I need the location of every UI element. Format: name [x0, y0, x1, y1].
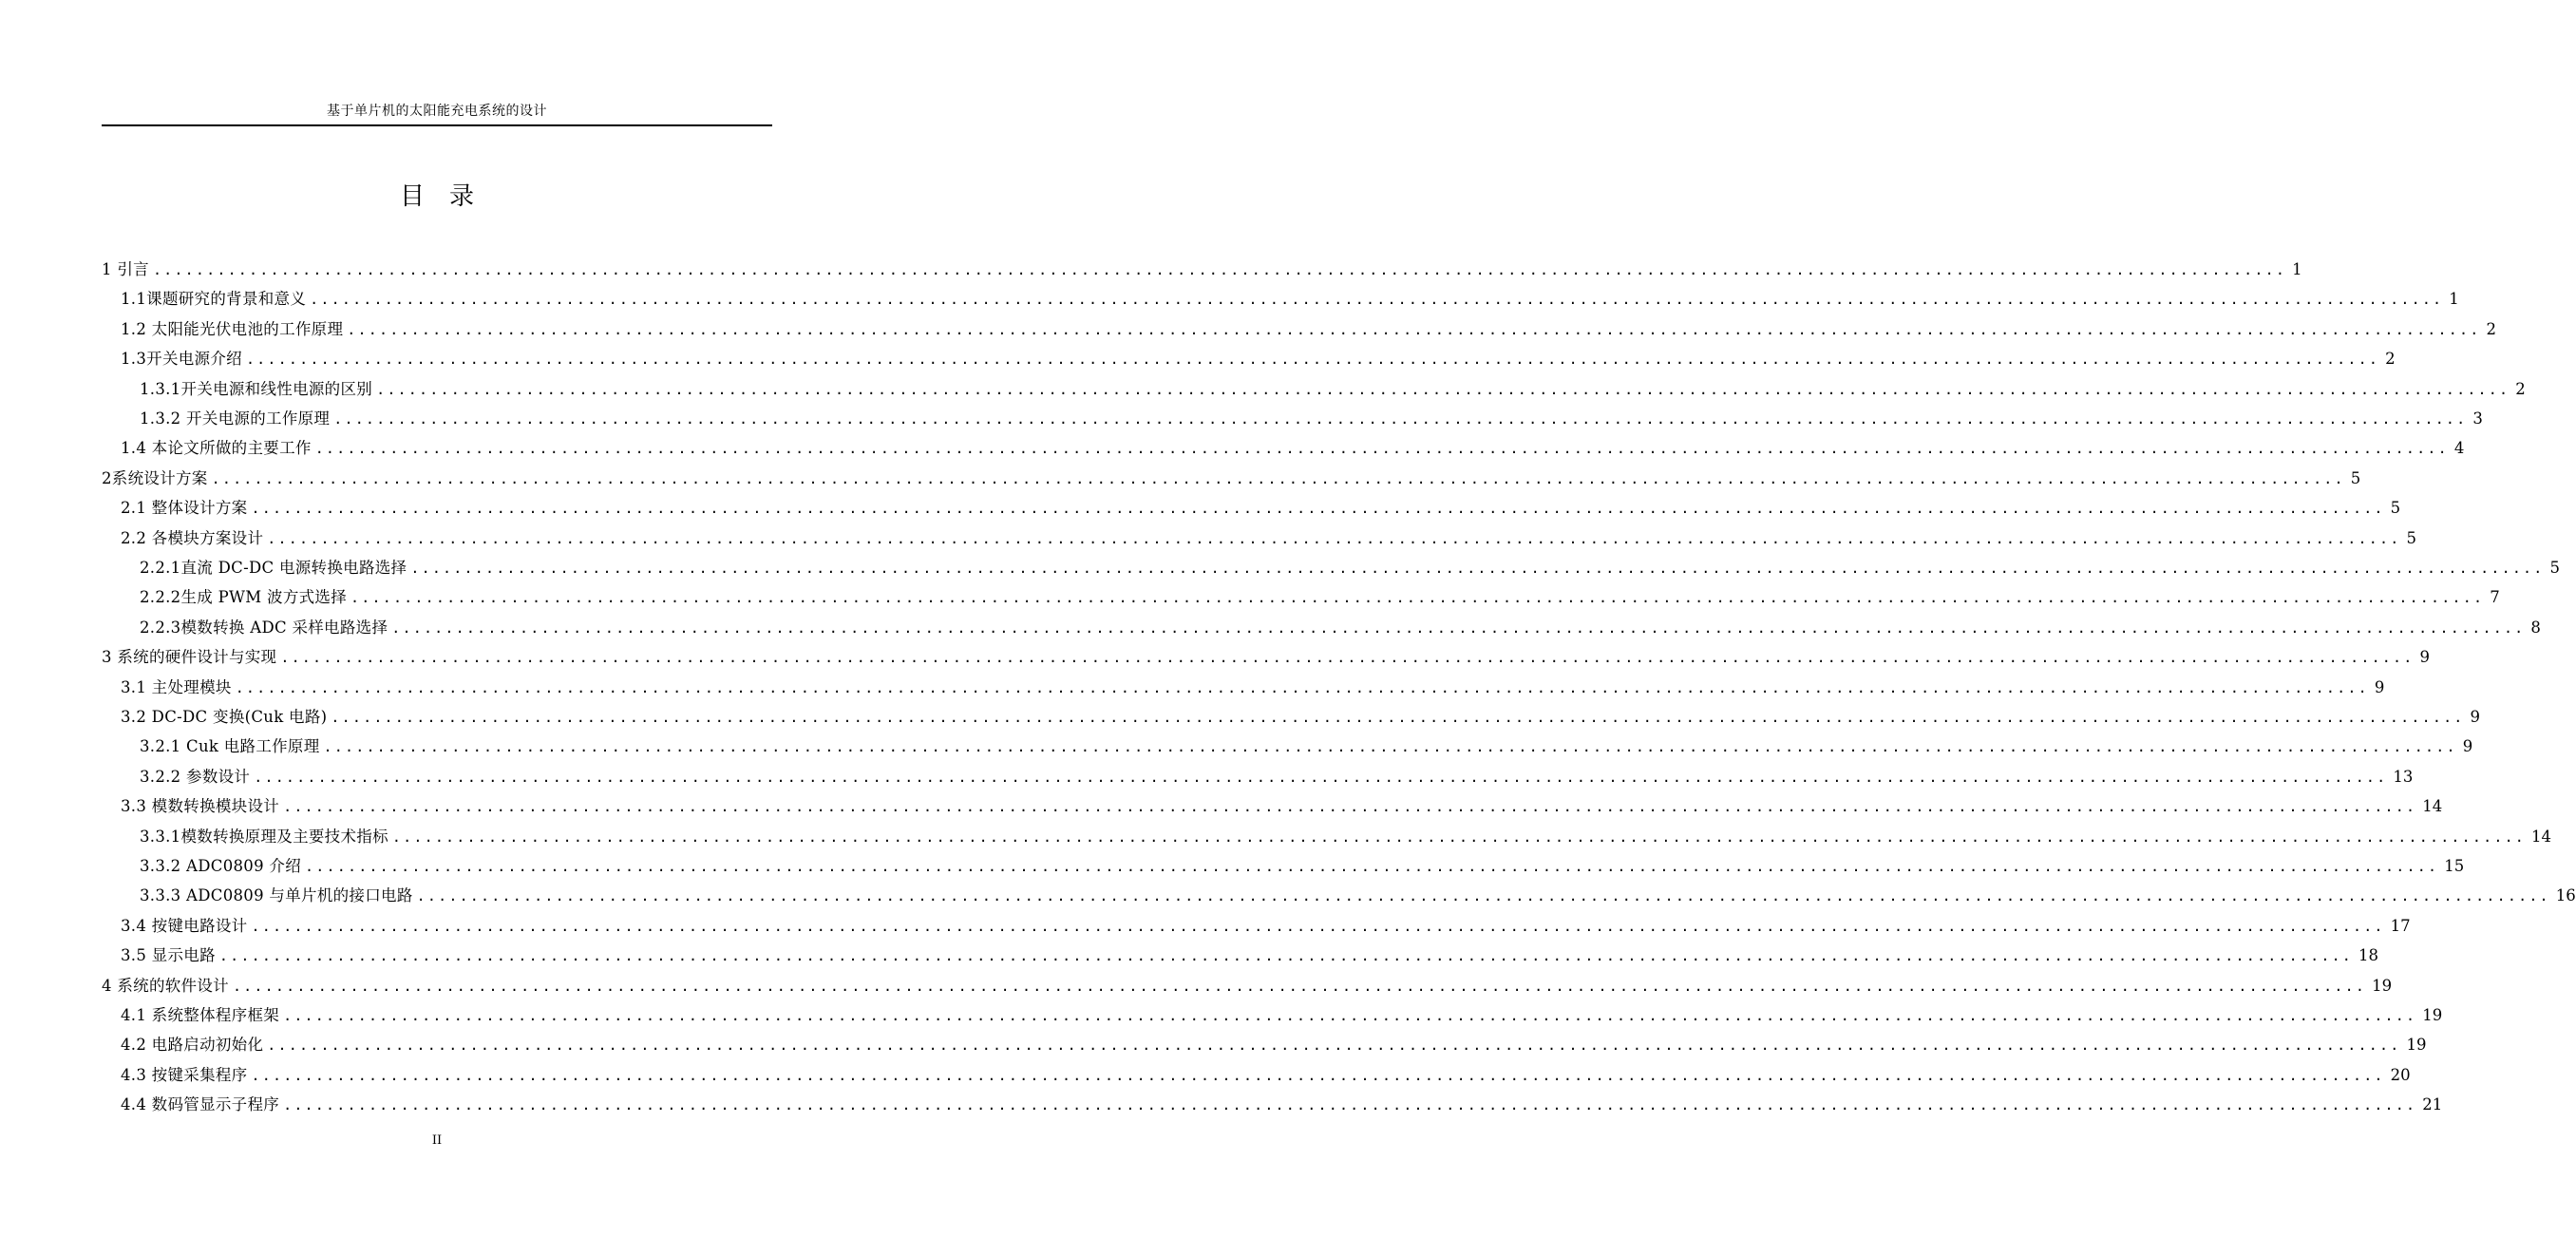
toc-entry-label: 2系统设计方案 — [102, 468, 208, 487]
toc-dot-leader: ........................................................................................................................................................................................................ — [254, 768, 2388, 786]
toc-entry-label: 3.2.2 参数设计 — [140, 767, 251, 786]
toc-entry-page: 15 — [2444, 857, 2465, 875]
toc-dot-leader: ........................................................................................................................................................................................................ — [235, 678, 2369, 696]
toc-dot-leader: ........................................................................................................................................................................................................ — [267, 529, 2401, 547]
toc-entry[interactable] — [121, 525, 2416, 552]
toc-dot-leader: ........................................................................................................................................................................................................ — [251, 917, 2385, 935]
toc-entry-page: 14 — [2422, 797, 2443, 816]
toc-entry-page: 9 — [2419, 648, 2430, 667]
toc-entry-page: 18 — [2358, 946, 2379, 965]
toc-dot-leader: ........................................................................................................................................................................................................ — [283, 1007, 2417, 1024]
toc-dot-leader: ........................................................................................................................................................................................................ — [152, 261, 2287, 278]
toc-entry-page: 19 — [2406, 1036, 2427, 1055]
toc-entry[interactable] — [140, 615, 2541, 641]
toc-entry[interactable] — [121, 793, 2443, 820]
toc-entry-page: 9 — [2462, 737, 2473, 756]
toc-dot-leader: ........................................................................................................................................................................................................ — [350, 589, 2485, 607]
toc-entry-page: 2 — [2486, 319, 2496, 338]
toc-entry[interactable] — [121, 495, 2401, 522]
toc-dot-leader: ........................................................................................................................................................................................................ — [211, 469, 2345, 487]
toc-entry-label: 3.4 按键电路设计 — [121, 916, 248, 935]
toc-entry-label: 2.1 整体设计方案 — [121, 499, 248, 518]
toc-entry-page: 5 — [2350, 468, 2361, 487]
toc-dot-leader: ........................................................................................................................................................................................................ — [232, 977, 2367, 995]
toc-entry-label: 3.2.1 Cuk 电路工作原理 — [140, 737, 320, 756]
toc-entry-label: 1.2 太阳能光伏电池的工作原理 — [121, 319, 344, 338]
toc-dot-leader: ........................................................................................................................................................................................................ — [283, 1096, 2417, 1114]
toc-entry[interactable] — [140, 824, 2552, 850]
toc-entry-page: 5 — [2390, 499, 2401, 518]
toc-dot-leader: ........................................................................................................................................................................................................ — [280, 649, 2415, 667]
toc-entry-label: 3.3.2 ADC0809 介绍 — [140, 857, 302, 875]
toc-entry-page: 19 — [2372, 976, 2393, 995]
toc-entry[interactable] — [121, 942, 2379, 969]
toc-dot-leader: ........................................................................................................................................................................................................ — [333, 410, 2468, 428]
toc-entry[interactable] — [140, 733, 2473, 760]
toc-entry-page: 20 — [2390, 1065, 2411, 1084]
toc-entry-page: 1 — [2292, 260, 2302, 278]
toc-dot-leader: ........................................................................................................................................................................................................ — [218, 947, 2354, 965]
toc-entry-label: 2.2.2生成 PWM 波方式选择 — [140, 588, 348, 607]
toc-entry-page: 2 — [2515, 379, 2526, 398]
toc-entry[interactable] — [121, 1062, 2411, 1089]
toc-dot-leader: ........................................................................................................................................................................................................ — [251, 500, 2385, 518]
toc-entry[interactable] — [102, 257, 2302, 283]
toc-entry-label: 3.3 模数转换模块设计 — [121, 797, 280, 816]
toc-entry-label: 4.4 数码管显示子程序 — [121, 1095, 280, 1114]
toc-entry-page: 9 — [2470, 708, 2481, 726]
toc-entry-label: 1.3开关电源介绍 — [121, 350, 242, 369]
toc-dot-leader: ........................................................................................................................................................................................................ — [410, 560, 2545, 577]
toc-entry-page: 5 — [2549, 559, 2561, 577]
toc-entry[interactable] — [121, 1002, 2443, 1029]
toc-dot-leader: ........................................................................................................................................................................................................ — [416, 887, 2550, 905]
toc-entry[interactable] — [121, 435, 2465, 462]
toc-dot-leader: ........................................................................................................................................................................................................ — [267, 1037, 2401, 1055]
toc-dot-leader: ........................................................................................................................................................................................................ — [347, 320, 2481, 338]
toc-entry-label: 3.2 DC-DC 变换(Cuk 电路) — [121, 708, 328, 726]
toc-dot-leader: ........................................................................................................................................................................................................ — [251, 1066, 2385, 1084]
toc-entry-label: 2.2.1直流 DC-DC 电源转换电路选择 — [140, 559, 407, 577]
toc-dot-leader: ........................................................................................................................................................................................................ — [331, 709, 2465, 726]
toc-entry[interactable] — [121, 1032, 2427, 1058]
page-number: II — [431, 1133, 443, 1148]
toc-dot-leader: ........................................................................................................................................................................................................ — [391, 828, 2527, 846]
toc-dot-leader: ........................................................................................................................................................................................................ — [314, 440, 2449, 458]
toc-entry-page: 16 — [2555, 886, 2576, 905]
toc-entry-page: 14 — [2531, 827, 2552, 846]
toc-entry[interactable] — [121, 675, 2385, 701]
toc-entry-page: 5 — [2406, 528, 2416, 547]
toc-entry[interactable] — [102, 644, 2430, 671]
toc-entry-label: 4.3 按键采集程序 — [121, 1065, 248, 1084]
toc-entry-label: 4.1 系统整体程序框架 — [121, 1006, 280, 1024]
toc-entry[interactable] — [121, 1092, 2443, 1118]
toc-entry-label: 1.4 本论文所做的主要工作 — [121, 439, 312, 458]
toc-entry-label: 3 系统的硬件设计与实现 — [102, 648, 277, 667]
toc-entry-label: 1 引言 — [102, 260, 149, 278]
toc-entry-label: 3.3.3 ADC0809 与单片机的接口电路 — [140, 886, 413, 905]
toc-entry-label: 3.1 主处理模块 — [121, 677, 232, 696]
toc-entry-page: 21 — [2422, 1095, 2443, 1114]
toc-entry[interactable] — [140, 883, 2576, 909]
toc-entry-page: 17 — [2390, 916, 2411, 935]
toc-entry[interactable] — [102, 466, 2361, 492]
header-divider — [102, 124, 772, 126]
toc-entry-label: 1.3.2 开关电源的工作原理 — [140, 409, 331, 428]
toc-entry[interactable] — [140, 555, 2561, 581]
toc-entry[interactable] — [121, 346, 2396, 372]
toc-entry-page: 1 — [2449, 290, 2459, 309]
toc-entry-page: 8 — [2530, 618, 2541, 637]
toc-entry-label: 3.5 显示电路 — [121, 946, 216, 965]
toc-entry-label: 1.1课题研究的背景和意义 — [121, 290, 307, 309]
toc-entry-page: 3 — [2472, 409, 2483, 428]
toc-entry[interactable] — [121, 316, 2496, 343]
toc-entry[interactable] — [140, 764, 2414, 790]
toc-entry-label: 2.2.3模数转换 ADC 采样电路选择 — [140, 618, 388, 637]
toc-entry-page: 19 — [2422, 1006, 2443, 1024]
toc-entry[interactable] — [140, 376, 2526, 403]
toc-dot-leader: ........................................................................................................................................................................................................ — [376, 380, 2510, 398]
toc-dot-leader: ........................................................................................................................................................................................................ — [283, 798, 2417, 816]
toc-entry[interactable] — [102, 973, 2393, 999]
toc-dot-leader: ........................................................................................................................................................................................................ — [310, 291, 2444, 309]
toc-entry-label: 4 系统的软件设计 — [102, 976, 229, 995]
toc-entry[interactable] — [140, 406, 2483, 432]
toc-dot-leader: ........................................................................................................................................................................................................ — [323, 738, 2457, 756]
page-title: 目录 — [399, 182, 499, 211]
toc-entry-page: 13 — [2393, 767, 2414, 786]
toc-entry-page: 9 — [2374, 677, 2385, 696]
toc-entry-page: 7 — [2490, 588, 2500, 607]
toc-entry-label: 4.2 电路启动初始化 — [121, 1036, 264, 1055]
toc-entry-label: 2.2 各模块方案设计 — [121, 528, 264, 547]
toc-entry[interactable] — [121, 286, 2459, 313]
toc-dot-leader: ........................................................................................................................................................................................................ — [391, 618, 2526, 637]
toc-entry[interactable] — [140, 584, 2500, 611]
toc-entry[interactable] — [121, 704, 2481, 731]
toc-entry-page: 4 — [2453, 439, 2465, 458]
running-header: 基于单片机的太阳能充电系统的设计 — [327, 104, 547, 119]
toc-entry-page: 2 — [2385, 350, 2396, 369]
toc-entry-label: 1.3.1开关电源和线性电源的区别 — [140, 379, 373, 398]
toc-entry[interactable] — [121, 913, 2411, 940]
toc-dot-leader: ........................................................................................................................................................................................................ — [245, 351, 2380, 369]
toc-entry-label: 3.3.1模数转换原理及主要技术指标 — [140, 827, 388, 846]
toc-entry[interactable] — [140, 853, 2465, 880]
toc-dot-leader: ........................................................................................................................................................................................................ — [305, 858, 2439, 875]
